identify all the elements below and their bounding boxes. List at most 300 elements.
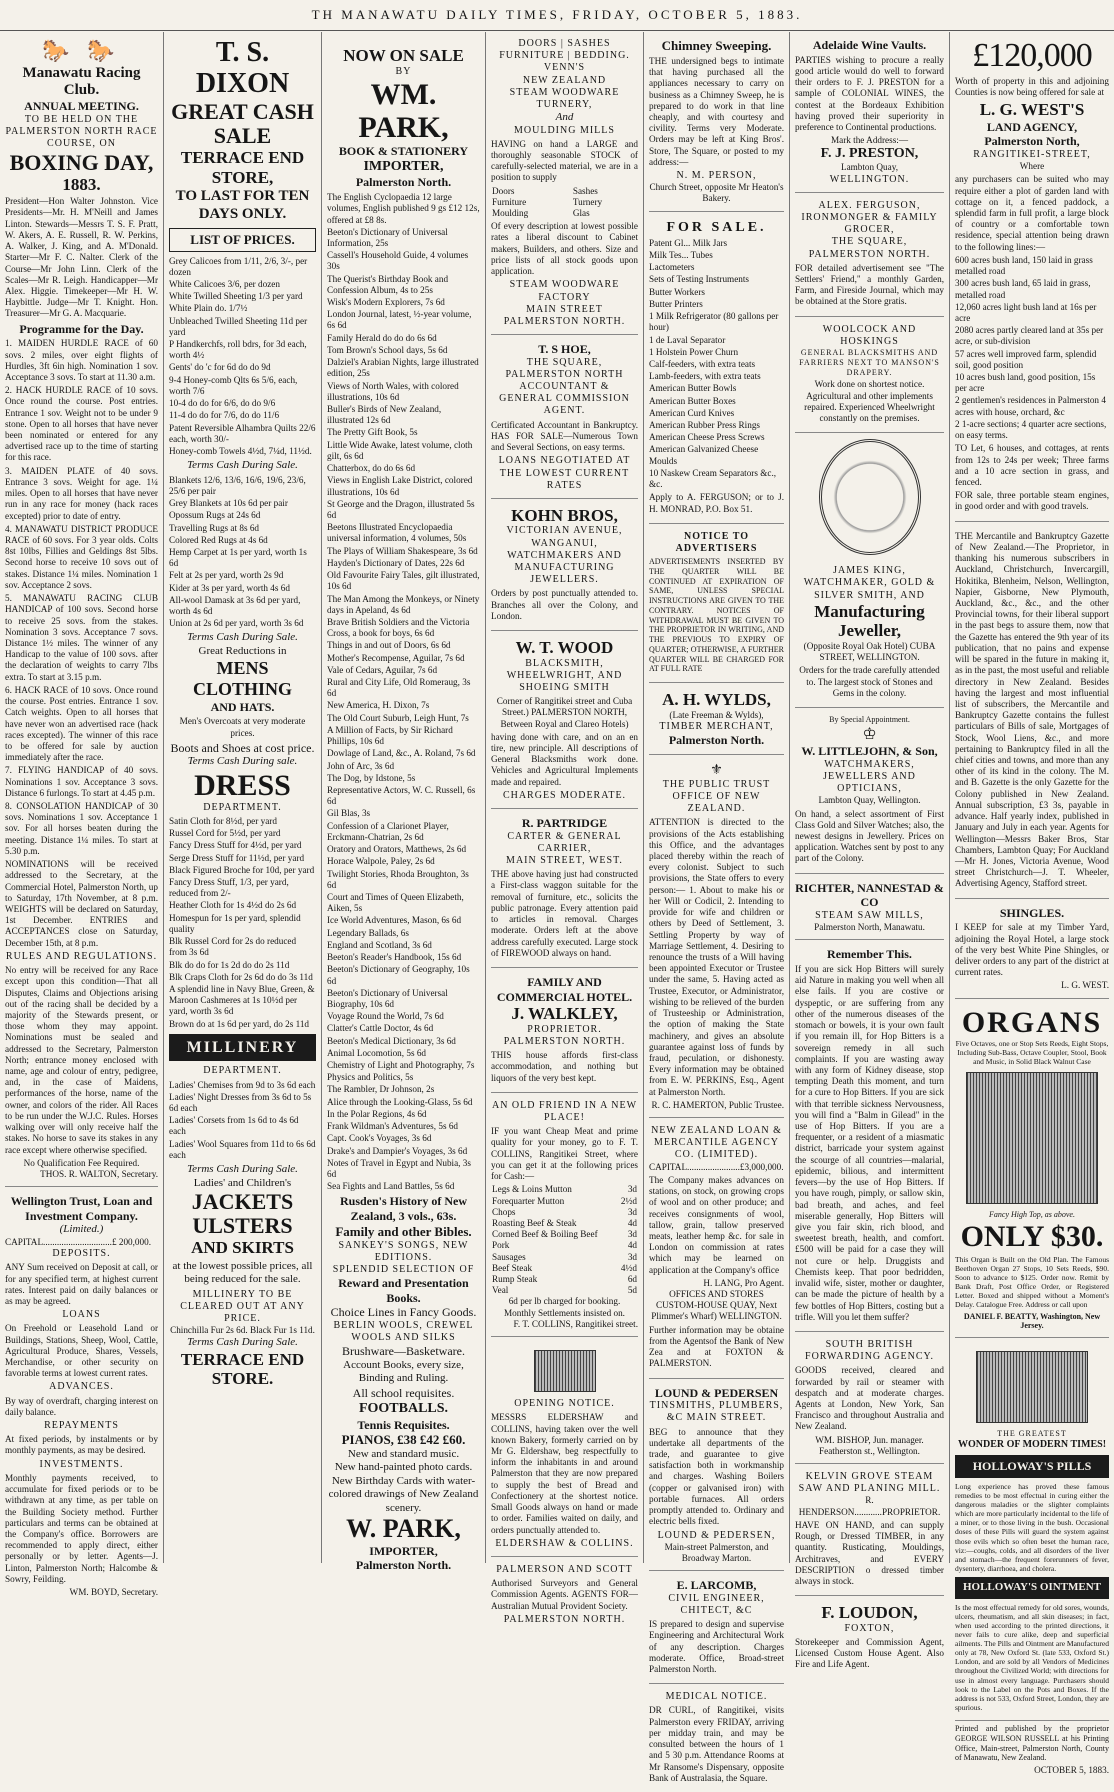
loudon-name: F. LOUDON, xyxy=(821,1603,918,1623)
partridge-addr: MAIN STREET, WEST. xyxy=(506,855,623,867)
king-mfg: Manufacturing Jeweller, xyxy=(814,601,925,641)
deposits-title: DEPOSITS. xyxy=(52,1248,111,1260)
partridge-carter: CARTER & GENERAL CARRIER, xyxy=(507,830,622,854)
book-item: The Querist's Birthday Book and Confession Album, 4s to 25s xyxy=(327,273,449,295)
wood-ad xyxy=(491,634,638,809)
book-item: Horace Walpole, Paley, 2s 6d xyxy=(327,856,435,867)
price-item: Ladies' Corsets from 1s 6d to 4s 6d each xyxy=(169,1115,299,1137)
and-hats: AND HATS. xyxy=(210,699,275,714)
book-item: The English Cyclopaedia 12 large volumes, English published 9 gs £12 12s, offered at £8 8s. xyxy=(327,192,480,225)
fancy-high-top: Fancy High Top, as above. xyxy=(989,1210,1075,1220)
meat-item: Legs & Loins Mutton xyxy=(492,1184,572,1195)
loans-title: LOANS xyxy=(62,1309,101,1321)
venn-item: Sashes xyxy=(572,185,598,196)
book-item: Hayden's Dictionary of Dates, 22s 6d xyxy=(327,557,465,568)
dairy-item: Lactometers xyxy=(649,262,695,273)
venn-item: Glas xyxy=(572,208,590,219)
kelvin-text: HAVE ON HAND, and can supply Rough, or Dressed TIMBER, in any quantity. Rusticating, Mouldings, Architraves, and EVERY DESCRIPTION o dressed timber always in stock. xyxy=(795,1519,944,1587)
boxing-day: BOXING DAY, xyxy=(9,149,154,175)
meat-item: Beef Steak xyxy=(492,1262,533,1273)
price-item: Unbleached Twilled Sheeting 11d per yard xyxy=(169,315,308,337)
price-item: Homespun for 1s per yard, splendid quality xyxy=(169,912,301,934)
column-6 xyxy=(790,32,950,1670)
woolcock-name: WOOLCOCK AND HOSKINGS xyxy=(822,323,917,347)
sb-title: SOUTH BRITISH FORWARDING AGENCY. xyxy=(805,1338,934,1363)
notice-text: ADVERTISEMENTS INSERTED BY THE QUARTER WILL BE CONTINUED AT EXPIRATION OF SAME, UNLESS SPECIAL INSTRUCTIONS ARE GIVEN TO THE CONTRARY. NOTICES OF WITHDRAWAL MUST BE GIVEN TO THE PROPRIETOR IN WRITING, AND THE PREVIOUS TO EXPIRY OF QUARTER; OTHERWISE, A FURTHER QUARTER WILL BE CHARGED FOR AT FULL RATE xyxy=(649,557,784,674)
hop-bitters-ad xyxy=(795,943,944,1332)
price-item: 9-4 Honey-comb Qlts 6s 5/6, each, worth 7/6 xyxy=(169,374,298,396)
book-item: John of Arc, 3s 6d xyxy=(327,760,395,771)
holloway-pills: HOLLOWAY'S PILLS xyxy=(955,1455,1109,1478)
book-item: London Journal, latest, ½-year volume, 6s 6d xyxy=(327,309,472,331)
littlejohn-name: W. LITTLEJOHN, & Son, xyxy=(801,744,938,759)
loudon-text: Storekeeper and Commission Agent, Licensed Custom House Agent. Also Fire and Life Agent. xyxy=(795,1636,944,1670)
west-text: any purchasers can be suited who may require either a plot of garden land with cottage on it, a fenced paddock, a splendid farm in full profit, a large block of country or a comfortable town residence, special attention being drawn to the following lines:— xyxy=(955,174,1109,252)
imprint xyxy=(955,1724,1109,1776)
race-3: 3. MAIDEN PLATE of 40 sovs. Entrance 3 sovs. Weight for age. 1¼ miles. Open to all horses that have never run in any race for money (hack races excepted) prior to date of entry. xyxy=(5,465,158,521)
property-item: 2 gentlemen's residences in Palmerston 4 acres with house, orchard, &c xyxy=(955,395,1106,417)
partridge-text: THE above having just had constructed a First-class waggon suitable for the removal of furniture, etc., solicits the public patronage. Every attention paid to articles in removal. Charges moderate. Orders left at the above address carefully executed. Large stock of FIREWOOD always on hand. xyxy=(491,869,638,958)
music: New and standard music. xyxy=(347,1447,460,1460)
wylds-ad xyxy=(649,686,784,755)
littlejohn-trade: WATCHMAKERS, JEWELLERS AND OPTICIANS, xyxy=(823,758,916,795)
price-item: Honey-comb Towels 4½d, 7¼d, 11½d. xyxy=(169,446,312,457)
venn-moulding: MOULDING MILLS xyxy=(514,124,615,136)
price-item: Opossum Rugs at 24s 6d xyxy=(169,510,261,521)
price-item: White Twilled Sheeting 1/3 per yard xyxy=(169,291,303,302)
dairy-item: American Galvanized Cheese Moulds xyxy=(649,444,759,466)
meat-row xyxy=(491,1229,638,1240)
dairy-item: American Butter Boxes xyxy=(649,395,736,406)
qualification: No Qualification Fee Required. xyxy=(23,1157,140,1168)
prices-list-3 xyxy=(169,816,316,1030)
race-7: 7. FLYING HANDICAP of 40 sovs. Nominations 1 sov. Acceptance 3 sovs. Distance 6 furlongs. To start at 4.45 p.m. xyxy=(5,765,158,798)
dairy-item: Lamb-feeders, with extra teats xyxy=(649,371,761,382)
west-where: Where xyxy=(1019,161,1045,172)
ferguson-ad xyxy=(795,196,944,317)
book-item: Chemistry of Light and Photography, 7s xyxy=(327,1060,475,1071)
book-item: Family Herald do do do 6s 6d xyxy=(327,332,437,343)
advances-text: By way of overdraft, charging interest on daily balance. xyxy=(5,1395,158,1417)
larcomb-trade: CIVIL ENGINEER, CHITECT, &C xyxy=(668,1592,765,1616)
palmerson-scott-ad xyxy=(491,1560,638,1632)
park-books-ad xyxy=(327,34,480,1579)
w-park: W. PARK, xyxy=(346,1514,461,1544)
west-land: LAND AGENCY, xyxy=(986,119,1078,134)
west-lines xyxy=(955,255,1109,442)
shoe-accountant: ACCOUNTANT & GENERAL COMMISSION AGENT. xyxy=(499,381,630,417)
dairy-item: American Butter Bowls xyxy=(649,383,737,394)
dairy-item: Butter Workers xyxy=(649,286,705,297)
palmerson-pn: PALMERSTON NORTH. xyxy=(503,1613,626,1625)
book-item: Dowlage of Land, &c., A. Roland, 7s 6d xyxy=(327,748,476,759)
photo-cards: New hand-painted photo cards. xyxy=(334,1461,473,1474)
shingles-text: I KEEP for sale at my Timber Yard, adjoining the Royal Hotel, a large stock of the very best White Pine Shingles, or deliver orders to any part of the district at current rates. xyxy=(955,922,1109,978)
walkley-pn: PALMERSTON NORTH. xyxy=(503,1035,626,1047)
meat-row xyxy=(491,1263,638,1274)
lound-trade: TINSMITHS, PLUMBERS, &C MAIN STREET. xyxy=(649,1400,784,1424)
wood-addr: Corner of Rangitikei street and Cuba Street.) PALMERSTON NORTH, Between Royal and Clareo Hotels) xyxy=(496,696,633,729)
book-item: A Million of Facts, by Sir Richard Phillips, 10s 6d xyxy=(327,724,453,747)
berlin-wools: BERLIN WOOLS, CREWEL WOOLS AND SILKS xyxy=(333,1319,474,1344)
account-books: Account Books, every size, Binding and Ruling. xyxy=(343,1358,464,1385)
bibles: Family and other Bibles. xyxy=(335,1223,472,1239)
shingles-title: SHINGLES. xyxy=(999,905,1065,920)
person-addr: Church Street, opposite Mr Heaton's Bakery. xyxy=(649,182,784,204)
prices-list-2 xyxy=(169,475,316,630)
trust-capital: CAPITAL..............................£ 200,000. xyxy=(5,1236,152,1247)
palmerson-name: PALMERSON AND SCOTT xyxy=(496,1563,633,1575)
book-item: Animal Locomotion, 5s 6d xyxy=(327,1047,427,1058)
loan-text: The Company makes advances on stations, on stock, on growing crops of wool and on other produce; and receives consignments of wool, tallow, grain, tallow preserved meats, leather hemp &c. for sale in London on commission at rates which may be learned on application at the Company's office xyxy=(649,1174,784,1275)
price-item: Ladies' Night Dresses from 3s 6d to 5s 6d each xyxy=(169,1091,312,1114)
great-reductions: Great Reductions in xyxy=(198,644,287,657)
prices-list-4 xyxy=(169,1080,316,1162)
west-street: RANGITIKEI-STREET, xyxy=(973,148,1091,160)
king-name: JAMES KING, WATCHMAKER, GOLD & SILVER SMITH, AND xyxy=(803,565,936,601)
old-friend: AN OLD FRIEND IN A NEW PLACE! xyxy=(491,1099,638,1124)
book-item: The Pretty Gift Book, 5s xyxy=(327,427,418,438)
holloway-ad xyxy=(955,1341,1109,1721)
meat-row xyxy=(491,1196,638,1207)
preston-name: F. J. PRESTON, xyxy=(820,146,919,162)
organs-sub: Five Octaves, one or Stop Sets Reeds, Eight Stops, Including Sub-Bass, Octave Coupler, Stool, Book and Music, in Solid Black Walnut Case xyxy=(955,1038,1109,1066)
dairy-item: Patent Gl... Milk Jars xyxy=(649,237,728,248)
secretary: THOS. R. WALTON, Secretary. xyxy=(40,1169,158,1179)
adelaide-ad xyxy=(795,34,944,193)
chimney-ad xyxy=(649,34,784,212)
shoe-cert: Certificated Accountant in Bankruptcy. HAS FOR SALE—Numerous Town and Several Sections, on easy terms. xyxy=(491,419,638,453)
kelvin-proprietor: R. HENDERSON............PROPRIETOR. xyxy=(798,1495,941,1517)
lound-sign: LOUND & PEDERSEN, xyxy=(657,1529,776,1541)
importer: IMPORTER, xyxy=(363,159,444,175)
fancy-goods: Choice Lines in Fancy Goods. xyxy=(330,1305,477,1320)
column-1 xyxy=(0,32,164,1598)
birthday-cards: New Birthday Cards with water-colored drawings of New Zealand scenery. xyxy=(328,1474,479,1514)
millinery-heading: MILLINERY xyxy=(169,1034,316,1062)
ladies-children: Ladies' and Children's xyxy=(193,1176,292,1189)
race-4: 4. MANAWATU DISTRICT PRODUCE RACE of 60 sovs. For 3 year olds. Colts 8st 10lbs, Fillies and Geldings 8st 5lbs. Second horse to receive 10 sovs out of stakes. Distance 1¼ miles. Nomination 1 sov. Acceptance 2 sovs. xyxy=(5,523,158,590)
partridge-ad xyxy=(491,812,638,968)
loans-text: On Freehold or Leasehold Land or Buildings, Stations, Sheep, Wool, Cattle, Agricultural Produce, Shares, Vessels, Merchandise, or other security on favorable terms at lowest current rates. xyxy=(5,1323,158,1379)
race-year: 1883. xyxy=(62,174,101,194)
millinery-clear: MILLINERY TO BE CLEARED OUT AT ANY PRICE. xyxy=(180,1288,305,1325)
book-item: Views in English Lake District, colored illustrations, 10s 6d xyxy=(327,475,473,497)
annual-meeting: ANNUAL MEETING. xyxy=(24,99,139,114)
rules-title: RULES AND REGULATIONS. xyxy=(5,950,158,962)
meat-price: 3d xyxy=(627,1184,637,1195)
dairy-sale-ad xyxy=(649,215,784,524)
meat-price: 2½d xyxy=(620,1195,637,1206)
eldershaw-sign: ELDERSHAW & COLLINS. xyxy=(495,1537,634,1549)
pocket-watch-illustration xyxy=(819,439,921,555)
book-item: Rural and City Life, Old Romeraug, 3s 6d xyxy=(327,677,471,699)
mercantile-gazette-ad xyxy=(955,525,1109,899)
for-sale: FOR SALE. xyxy=(666,219,767,235)
loan-further: Further information may be obtaine from the Agentsof the Bank of New Zea and at FOXTON & PALMERSTON. xyxy=(649,1324,784,1369)
walkley-proprietor: PROPRIETOR. xyxy=(527,1023,602,1035)
west-intro: Worth of property in this and adjoining Counties is now being offered for sale at xyxy=(955,75,1109,97)
loan-capital: CAPITAL.......................£3,000,000. xyxy=(649,1161,784,1172)
book-item: Things in and out of Doors, 6s 6d xyxy=(327,640,451,651)
dairy-apply: Apply to A. FERGUSON; or to J. H. MONRAD, P.O. Box 51. xyxy=(649,492,784,514)
walkley-name: J. WALKLEY, xyxy=(511,1004,618,1024)
ferguson-text: FOR detailed advertisement see "The Settlers' Friend," a monthly Garden, Farm, and Fireside Journal, which may be obtained at the Store gratis. xyxy=(795,262,944,307)
organ-illustration xyxy=(966,1072,1098,1204)
tennis: Tennis Requisites. xyxy=(357,1417,450,1432)
shingles-ad xyxy=(955,902,1109,999)
property-item: 600 acres bush land, 150 laid in grass metalled road xyxy=(955,254,1093,277)
wylds-name: A. H. WYLDS, xyxy=(662,690,771,710)
meat-row xyxy=(491,1285,638,1296)
book-item: England and Scotland, 3s 6d xyxy=(327,939,432,950)
column-2 xyxy=(164,32,322,1563)
price-item: All-wool Damask at 3s 6d per yard, worth 4s 6d xyxy=(169,594,301,617)
terrace-end-store-footer: TERRACE END STORE. xyxy=(180,1349,305,1389)
meat-item: Forequarter Mutton xyxy=(492,1195,565,1206)
pianos: PIANOS, £38 £42 £60. xyxy=(341,1432,466,1448)
dress-department: DEPARTMENT. xyxy=(203,801,282,813)
reward-books: Reward and Presentation Books. xyxy=(338,1276,469,1305)
price-item: Russel Cord for 5½d, per yard xyxy=(169,828,281,839)
kohn-orders: Orders by post punctually attended to. Branches all over the Colony, and London. xyxy=(491,588,638,621)
shingles-sign: L. G. WEST. xyxy=(1061,980,1109,991)
king-addr: (Opposite Royal Oak Hotel) CUBA STREET, WELLINGTON. xyxy=(803,640,936,663)
venn-steam: STEAM WOODWARE TURNERY, xyxy=(509,86,620,110)
meat-row xyxy=(491,1252,638,1263)
book-item: Little Wide Awake, latest volume, cloth gilt, 6s 6d xyxy=(327,439,473,461)
meat-price: 6d xyxy=(627,1274,637,1285)
kohn-trade: WATCHMAKERS AND MANUFACTURING JEWELLERS. xyxy=(507,549,622,586)
preston-lambton: Lambton Quay, xyxy=(840,162,899,173)
dairy-item: American Cheese Press Screws xyxy=(649,432,765,443)
venn-header-1: DOORS | SASHES xyxy=(518,38,611,49)
column-7 xyxy=(950,32,1114,1776)
price-item: Kider at 3s per yard, worth 4s 6d xyxy=(169,582,290,593)
great-cash-sale: GREAT CASH SALE xyxy=(171,98,314,148)
monthly-settlements: Monthly Settlements insisted on. xyxy=(504,1307,625,1318)
venn-items xyxy=(491,186,638,220)
book-item: Cassell's Household Guide, 4 volumes 30s xyxy=(327,250,469,272)
trust-title: THE PUBLIC TRUST OFFICE OF NEW ZEALAND. xyxy=(662,778,771,815)
littlejohn-ad xyxy=(795,711,944,874)
collins-sign: F. T. COLLINS, Rangitikei street. xyxy=(513,1318,638,1329)
book-item: Beeton's Dictionary of Universal Biography, 10s 6d xyxy=(327,987,448,1009)
price-item: Black Figured Broche for 10d, per yard xyxy=(169,864,315,875)
book-item: The Old Court Suburb, Leigh Hunt, 7s xyxy=(327,712,469,723)
collins-ad xyxy=(491,1096,638,1337)
book-stationery: BOOK & STATIONERY xyxy=(338,143,469,158)
book-item: New America, H. Dixon, 7s xyxy=(327,700,430,711)
kelvin-title: KELVIN GROVE STEAM SAW AND PLANING MILL. xyxy=(798,1471,941,1495)
wylds-late: (Late Freeman & Wylds), xyxy=(669,709,764,720)
meat-text: IF you want Cheap Meat and prime quality for your money, go to F. T. COLLINS, Rangitikei Street, where you can get it at the following prices for Cash:— xyxy=(491,1126,638,1182)
medical-text: DR CURL, of Rangitikei, visits Palmerston every FRIDAY, arriving per midday train, and may be consulted between the hours of 1 and 5 30 p.m. Attendance Rooms at Mr Ransome's Dispensary, opposite Bank of Australasia, the Square. xyxy=(649,1705,784,1783)
book-item: Oratory and Orators, Matthews, 2s 6d xyxy=(327,844,467,855)
hop-bitters-text: If you are sick Hop Bitters will surely aid Nature in making you well when all else fails. If you are costive or dyspeptic, or are suffering from any other of the numerous diseases of the stomach or bowels, it is your own fault if you remain ill, for Hop Bitters is a sovereign remedy in all such complaints. If you are wasting away with any form of Kidney disease, stop tempting Death this moment, and turn for a cure to Hop Bitters. If you are sick with that terrible sickness Nervousness, you will find a "Balm in Gilead" in the use of Hop Bitters. If you are a frequenter, or a resident of a miasmatic district, barricade your system against the scourge of all countries—malarial, epidemic, bilious, and intermittent fevers—by the use of Hop Bitters. If you have rough, pimply, or sallow skin, bad breath, and aches, and feel miserable generally, Hop Bitters will give you fair skin, rich blood, and sweetest breath, health, and comfort. £500 will be paid for a case they will not cure or help. Druggists and Chemists keep. That poor bedridden, invalid wife, sister, mother or daughter, can be made the picture of health by a few bottles of Hop Bitters, costing but a trifle. Will you let them suffer? xyxy=(795,963,944,1322)
book-item: Clatter's Cattle Doctor, 4s 6d xyxy=(327,1023,434,1034)
price-item: Fancy Dress Stuff, 1/3, per yard, reduced from 2/- xyxy=(169,877,289,899)
dairy-items xyxy=(649,238,784,491)
shoe-square: THE SQUARE, PALMERSTON NORTH xyxy=(505,356,624,380)
venn-header-2: FURNITURE | BEDDING. xyxy=(499,50,630,62)
littlejohn-addr: Lambton Quay, Wellington. xyxy=(818,795,921,806)
book-item: Ice World Adventures, Mason, 6s 6d xyxy=(327,915,462,926)
price-item: Blankets 12/6, 13/6, 16/6, 19/6, 23/6, 25/6 per pair xyxy=(169,474,306,496)
price-item: Patent Reversible Alhambra Quilts 22/6 each, worth 30/- xyxy=(169,422,316,444)
richter-ad xyxy=(795,877,944,941)
ulsters: ULSTERS xyxy=(192,1213,293,1239)
public-trust-ad xyxy=(649,758,784,1118)
price-item: Blk Craps Cloth for 2s 6d do do 3s 11d xyxy=(169,971,313,982)
kohn-name: KOHN BROS, xyxy=(511,505,618,525)
loan-agent: H. LANG, Pro Agent. xyxy=(703,1277,784,1288)
dairy-item: American Rubber Press Rings xyxy=(649,420,760,431)
wonder: WONDER OF MODERN TIMES! xyxy=(957,1438,1107,1450)
south-british-ad xyxy=(795,1335,944,1464)
wood-name: W. T. WOOD xyxy=(515,638,614,658)
repayments-text: At fixed periods, by instalments or by monthly payments, as may be desired. xyxy=(5,1434,158,1456)
book-item: Court and Times of Queen Elizabeth, Aiken, 5s xyxy=(327,891,464,914)
importer-footer: IMPORTER, xyxy=(369,1543,438,1558)
held-at: TO BE HELD ON THE PALMERSTON NORTH RACE COURSE, ON xyxy=(5,113,158,150)
kohn-ad xyxy=(491,502,638,631)
price-item: Colored Red Rugs at 4s 6d xyxy=(169,534,268,545)
crest-icon: ⚜ xyxy=(710,762,723,778)
trust-limited: (Limited.) xyxy=(59,1223,104,1236)
meat-row xyxy=(491,1218,638,1229)
footballs: FOOTBALLS. xyxy=(358,1401,449,1417)
trust-company-ad xyxy=(5,1190,158,1604)
opening-title: OPENING NOTICE. xyxy=(514,1398,615,1410)
only-30: ONLY $30. xyxy=(960,1219,1104,1253)
book-item: St George and the Dragon, illustrated 5s 6d xyxy=(327,498,475,520)
book-item: Mother's Recompense, Aguilar, 7s 6d xyxy=(327,652,465,663)
loudon-foxton: FOXTON, xyxy=(844,1622,895,1634)
race-8: 8. CONSOLATION HANDICAP of 30 sovs. Nominations 1 sov. Acceptance 1 sov. For all horses beaten during the meeting. Distance 1¼ miles. To start at 5.30 p.m. xyxy=(5,801,158,856)
prices-list-1 xyxy=(169,256,316,458)
venn-orders: Of every description at lowest possible rates a liberal discount to Cabinet makers, Builders, and others. Size and price lists of all stock goods upon application. xyxy=(491,221,638,277)
school-requisites: All school requisites. xyxy=(352,1385,455,1400)
racing-club-ad xyxy=(5,34,158,1187)
chimney-title: Chimney Sweeping. xyxy=(661,38,772,53)
price-item: White Plain do. 1/7½ xyxy=(169,303,248,314)
notice-title: NOTICE TO ADVERTISERS xyxy=(675,530,758,554)
price-item: Grey Blankets at 10s 6d per pair xyxy=(169,498,288,509)
meat-price: 5d xyxy=(627,1285,637,1296)
person-name: N. M. PERSON, xyxy=(676,170,757,182)
opening-text: MESSRS ELDERSHAW and COLLINS, having taken over the well known Bakery, formerly carried on by Mr G. Eldershaw, beg respectfully to inform the inhabitants in and around Palmerston that they are now prepared to supply the best of Bread and Confectionery at the shortest notice. Small Goods always on hand or made to order. Families waited on daily, and orders punctually attended to. xyxy=(491,1412,638,1535)
meat-item: Chops xyxy=(492,1206,516,1217)
loan-mercantile-ad xyxy=(649,1121,784,1379)
programme-title: Programme for the Day. xyxy=(19,321,144,336)
adelaide-address: Mark the Address:— xyxy=(830,135,909,146)
column-5 xyxy=(644,32,790,1783)
boots-shoes: Boots and Shoes at cost price. xyxy=(170,740,315,755)
terms-cash-2: Terms Cash During Sale. xyxy=(187,631,298,644)
ferguson-square: THE SQUARE, PALMERSTON NORTH. xyxy=(808,236,931,260)
dairy-item: Milk Tes... Tubes xyxy=(649,249,713,260)
meat-item: Sausages xyxy=(492,1251,526,1262)
property-item: 300 acres bush land, 65 laid in grass, metalled road xyxy=(955,278,1091,300)
book-item: Notes of Travel in Egypt and Nubia, 3s 6d xyxy=(327,1157,471,1179)
price-item: P Handkerchfs, roll bdrs, for 3d each, worth 4½ xyxy=(169,339,307,361)
meat-note: 6d per lb charged for booking. xyxy=(508,1296,621,1307)
price-item: Union at 2s 6d per yard, worth 3s 6d xyxy=(169,618,304,629)
book-item: Brave British Soldiers and the Victoria Cross, a book for boys, 6s 6d xyxy=(327,616,470,639)
race-5: 5. MANAWATU RACING CLUB HANDICAP of 100 sovs. Second horse to receive 25 sovs. from the stakes. Nomination 3 sovs. Acceptance 7 sovs. Distance 1½ miles. The winner of any Handicap to the value of 100 sovs. after the declaration of weights to carry 7lbs extra. To start at 3.15 p.m. xyxy=(5,593,158,682)
king-text: Orders for the trade carefully attended to. The largest stock of Stones and Gems in the colony. xyxy=(799,665,940,698)
sale-duration: TO LAST FOR TEN DAYS ONLY. xyxy=(175,188,310,223)
now-on-sale: NOW ON SALE xyxy=(343,46,464,65)
property-item: 57 acres well improved farm, splendid soil, good position xyxy=(955,348,1097,370)
woolcock-trade: GENERAL BLACKSMITHS AND FARRIERS NEXT TO MANSON'S DRAPERY. xyxy=(799,348,940,377)
loan-title: NEW ZEALAND LOAN & MERCANTILE AGENCY CO. (LIMITED). xyxy=(651,1125,782,1161)
venn-pn: PALMERSTON NORTH. xyxy=(503,315,626,327)
lound-name: LOUND & PEDERSEN xyxy=(654,1385,779,1400)
book-item: Views of North Wales, with colored illustrations, 10s 6d xyxy=(327,380,459,402)
dairy-item: 10 Naskew Cream Separators &c., &c. xyxy=(649,467,777,490)
holloway-ointment: HOLLOWAY'S OINTMENT xyxy=(955,1577,1109,1598)
meat-item: Corned Beef & Boiling Beef xyxy=(492,1229,598,1240)
price-item: Grey Calicoes from 1/11, 2/6, 3/-, per dozen xyxy=(169,255,308,277)
book-item: Voyage Round the World, 7s 6d xyxy=(327,1011,444,1022)
ointment-text: Is the most effectual remedy for old sores, wounds, ulcers, rheumatism, and all skin diseases; in fact, when used according to the printed directions, it never fails to cure alike, deep and superficial ailments. The Pills and Ointment are Manufactured only at 78, New Oxford St. (late 533, Oxford St.) London, and are sold by all Vendors of Medicines throughout the Civilized World; with directions for use in almost every language. Purchasers should look to the Label on the Pots and Boxes. If the address is not 533, Oxford Street, London, they are spurious. xyxy=(955,1602,1109,1713)
meat-row xyxy=(491,1184,638,1195)
meat-row xyxy=(491,1274,638,1285)
page-header: TH MANAWATU DAILY TIMES, FRIDAY, OCTOBER 5, 1883. xyxy=(0,0,1114,31)
dairy-item: American Curd Knives xyxy=(649,407,735,418)
book-item: Legendary Ballads, 6s xyxy=(327,927,409,938)
meat-prices xyxy=(491,1184,638,1296)
chinchilla: Chinchilla Fur 2s 6d. Black Fur 1s 11d. xyxy=(170,1325,315,1336)
richter-name: RICHTER, NANNESTAD & CO xyxy=(795,880,944,910)
dixon-name: T. S. DIXON xyxy=(195,37,290,99)
beatty-address: DANIEL F. BEATTY, Washington, New Jersey. xyxy=(963,1311,1101,1331)
venn-item: Moulding xyxy=(492,208,529,219)
meat-price: 4d xyxy=(627,1217,637,1228)
book-list xyxy=(327,192,480,1192)
venn-item: Furniture xyxy=(492,196,527,207)
hotel-ad xyxy=(491,971,638,1093)
book-item: Tom Brown's School days, 5s 6d xyxy=(327,344,448,355)
west-sale: FOR sale, three portable steam engines, in good order and with good travels. xyxy=(955,490,1109,512)
medical-ad xyxy=(649,1687,784,1792)
club-title: Manawatu Racing Club. xyxy=(22,64,141,99)
venn-item: Doors xyxy=(492,185,515,196)
venns: VENN'S xyxy=(543,62,586,74)
dairy-item: 1 de Laval Separator xyxy=(649,334,726,345)
holloway-figure-illustration xyxy=(976,1351,1088,1423)
lound-addr: Main-street Palmerston, and Broadway Marton. xyxy=(664,1541,769,1563)
property-item: 10 acres bush land, good position, 15s per acre xyxy=(955,372,1096,394)
opening-notice-ad xyxy=(491,1340,638,1557)
kelvin-ad xyxy=(795,1467,944,1596)
mercantile-text: THE Mercantile and Bankruptcy Gazette of New Zealand.—The Proprietor, in thanking his numerous subscribers in Auckland, Christchurch, Invercargill, Hokitika, Blenheim, Nelson, Wellington, Napier, Gisborne, New Plymouth, Auckland, &c., &c., and the other Provincial towns, for their liberal support in the past begs to assure them, now that the Gazette has entered the 9th year of its publication, that no pains and expense will be spared in the future in making it, as in the past, the most useful and reliable directory in New Zealand. Besides having the largest and most influential list of subscribers, the Mercantile and Bankruptcy Gazette contains the fullest particulars of Bills of sale, Mortgages of Stock, Wool Liens, &c., and more pertaining to Bankruptcy filed in all the chief cities and towns, and more than any other of its kind in the colony. The M. and B. Gazette is the only Gazette for the Colony published in New Zealand. Annual subscription, £3 3s, payable in advance. Half yearly index, published in January and July in each year. Agents for Wellington—Messrs Baker Bros, Star Chambers, Lambton Quay; For Auckland—Mr H. Jones, Victoria Avenue, Wood street Christchurch—J. T. Wheeler, Advertising Agency, Stafford street. xyxy=(955,530,1109,889)
book-item: Beeton's Dictionary of Geography, 10s 6d xyxy=(327,964,470,986)
organ-note: This Organ is Built on the Old Plan. The Famous Beethoven Organ 27 Stops, 10 Sets Reeds, $90. Soon to advance to $125. Order now. Remit by Bank Draft, Post Office Order, or Registered Letter. Boxed and shipped without a Moment's Delay. Catalogue Free. Address or call upon xyxy=(955,1254,1109,1310)
book-item: Dalziel's Arabian Nights, large illustrated edition, 25s xyxy=(327,357,479,379)
deposits-text: ANY Sum received on Deposit at call, or for any specified term, at highest current rates. Interest paid on daily balances or as may be agreed. xyxy=(5,1262,158,1306)
ferguson-name: ALEX. FERGUSON, xyxy=(818,199,921,211)
book-item: The Dog, by Idstone, 5s xyxy=(327,772,416,783)
west-pn: Palmerston North, xyxy=(984,134,1080,149)
price-item: 11-4 do do for 7/6, do do 11/6 xyxy=(169,410,280,421)
price-item: White Calicoes 3/6, per dozen xyxy=(169,278,280,289)
property-item: 12,060 acres light bush land at 16s per acre xyxy=(955,301,1097,323)
dairy-item: Sets of Testing Instruments xyxy=(649,274,749,285)
palmerson-text: Authorised Surveyors and General Commission Agents. AGENTS FOR—Australian Mutual Provident Society. xyxy=(491,1578,638,1611)
